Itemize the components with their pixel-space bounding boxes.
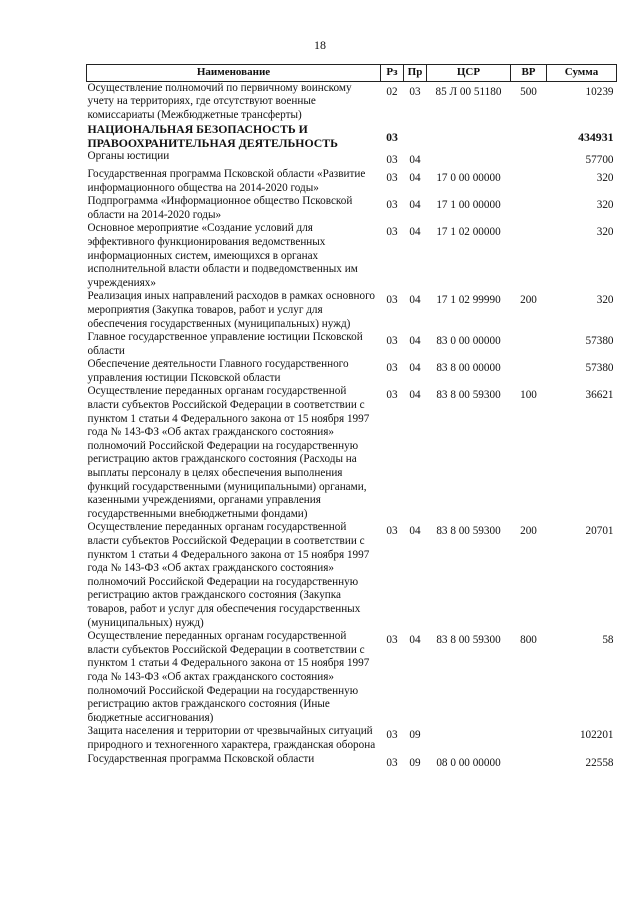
table-row bbox=[87, 290, 617, 331]
cell-name: Осуществление переданных органам государственной власти субъектов Российской Федерации в соответствии с пунктом 1 статьи 4 Федерального закона от 15 ноября 1997 года № 143-ФЗ «Об актах гражданского состояния» полномочий Российской Федерации на государственную регистрацию актов гражданского состояния (Закупка товаров, работ и услуг для обеспечения государственных (муниципальных) нужд) bbox=[87, 521, 370, 629]
cell-csr: 83 8 00 59300 bbox=[436, 634, 501, 647]
table-body bbox=[87, 81, 617, 770]
cell-pr: 04 bbox=[409, 525, 421, 538]
cell-csr: 83 8 00 59300 bbox=[436, 525, 501, 538]
cell-rz: 03 bbox=[386, 130, 398, 145]
cell-rz: 03 bbox=[386, 525, 398, 538]
cell-vr bbox=[511, 753, 547, 771]
cell-name: Государственная программа Псковской области «Развитие информационного общества на 2014-2020 годы» bbox=[87, 167, 366, 194]
cell-name: Государственная программа Псковской области bbox=[87, 752, 315, 765]
cell-vr bbox=[511, 168, 547, 195]
cell-vr: 100 bbox=[520, 389, 537, 402]
cell-vr bbox=[511, 725, 547, 752]
cell-pr: 04 bbox=[409, 335, 421, 348]
cell-name: Основное мероприятие «Создание условий для эффективного функционирования ведомственных информационных систем, имеющихся в органах исполнительной власти области и подведомственных им учреждениях» bbox=[87, 222, 358, 289]
cell-pr: 04 bbox=[409, 199, 421, 212]
cell-pr: 04 bbox=[409, 154, 421, 167]
cell-rz: 03 bbox=[386, 294, 398, 307]
cell-pr: 04 bbox=[409, 294, 421, 307]
cell-pr: 04 bbox=[409, 389, 421, 402]
cell-rz: 03 bbox=[386, 199, 398, 212]
cell-sum: 320 bbox=[596, 226, 614, 239]
table-row bbox=[87, 753, 617, 771]
cell-name: Главное государственное управление юстиции Псковской области bbox=[87, 331, 363, 357]
table-row bbox=[87, 122, 617, 150]
cell-pr: 03 bbox=[409, 85, 421, 98]
cell-vr bbox=[511, 195, 547, 222]
cell-rz: 03 bbox=[386, 729, 398, 742]
cell-csr bbox=[427, 122, 511, 150]
cell-pr: 04 bbox=[409, 226, 421, 239]
table-row bbox=[87, 725, 617, 752]
cell-pr: 04 bbox=[409, 171, 421, 184]
cell-csr bbox=[427, 725, 511, 752]
cell-rz: 03 bbox=[386, 226, 398, 239]
table-row bbox=[87, 385, 617, 521]
cell-name: Реализация иных направлений расходов в рамках основного мероприятия (Закупка товаров, работ и услуг для обеспечения государственных (муниципальных) нужд) bbox=[87, 290, 375, 330]
cell-vr bbox=[511, 358, 547, 385]
table-row bbox=[87, 150, 617, 168]
table-row bbox=[87, 222, 617, 290]
cell-vr: 500 bbox=[520, 85, 537, 98]
cell-csr: 08 0 00 00000 bbox=[436, 756, 501, 769]
cell-sum: 58 bbox=[602, 634, 614, 647]
header-vr: ВР bbox=[511, 65, 547, 82]
header-sum: Сумма bbox=[547, 65, 617, 82]
cell-sum: 320 bbox=[596, 294, 614, 307]
cell-vr bbox=[511, 122, 547, 150]
cell-csr: 17 1 02 99990 bbox=[436, 294, 501, 307]
cell-sum: 320 bbox=[596, 199, 614, 212]
table-row bbox=[87, 358, 617, 385]
cell-name: Осуществление переданных органам государственной власти субъектов Российской Федерации в соответствии с пунктом 1 статьи 4 Федерального закона от 15 ноября 1997 года № 143-ФЗ «Об актах гражданского состояния» полномочий Российской Федерации на государственную регистрацию актов гражданского состояния (Расходы на выплаты персоналу в целях обеспечения выполнения функций государственными (муниципальными) органами, казенными учреждениями, органами управления государственными внебюджетными фондами) bbox=[87, 385, 370, 520]
cell-vr: 200 bbox=[520, 294, 537, 307]
cell-pr: 09 bbox=[409, 729, 421, 742]
cell-name: Органы юстиции bbox=[87, 150, 170, 163]
cell-name: НАЦИОНАЛЬНАЯ БЕЗОПАСНОСТЬ И ПРАВООХРАНИТЕЛЬНАЯ ДЕЯТЕЛЬНОСТЬ bbox=[87, 122, 338, 151]
table-row bbox=[87, 331, 617, 358]
cell-csr: 83 8 00 59300 bbox=[436, 389, 501, 402]
table-row bbox=[87, 168, 617, 195]
cell-pr: 09 bbox=[409, 756, 421, 769]
cell-sum: 434931 bbox=[578, 130, 614, 145]
cell-sum: 320 bbox=[596, 171, 614, 184]
cell-rz: 03 bbox=[386, 362, 398, 375]
cell-csr: 85 Л 00 51180 bbox=[435, 85, 502, 98]
cell-rz: 03 bbox=[386, 634, 398, 647]
header-csr: ЦСР bbox=[427, 65, 511, 82]
cell-pr bbox=[404, 122, 427, 150]
cell-rz: 03 bbox=[386, 756, 398, 769]
cell-rz: 03 bbox=[386, 389, 398, 402]
cell-sum: 57700 bbox=[585, 154, 614, 167]
cell-name: Защита населения и территории от чрезвычайных ситуаций природного и техногенного характера, гражданская оборона bbox=[87, 725, 376, 751]
cell-csr bbox=[427, 150, 511, 168]
cell-vr: 200 bbox=[520, 525, 537, 538]
cell-pr: 04 bbox=[409, 362, 421, 375]
budget-table bbox=[86, 64, 617, 770]
table-header bbox=[87, 65, 617, 82]
cell-sum: 20701 bbox=[585, 525, 614, 538]
cell-sum: 57380 bbox=[585, 335, 614, 348]
cell-sum: 36621 bbox=[585, 389, 614, 402]
table-row bbox=[87, 195, 617, 222]
cell-rz: 03 bbox=[386, 335, 398, 348]
table-row bbox=[87, 521, 617, 630]
cell-csr: 17 1 00 00000 bbox=[436, 199, 501, 212]
table-row bbox=[87, 81, 617, 122]
header-pr: Пр bbox=[404, 65, 427, 82]
cell-pr: 04 bbox=[409, 634, 421, 647]
cell-vr bbox=[511, 150, 547, 168]
cell-name: Обеспечение деятельности Главного государственного управления юстиции Псковской области bbox=[87, 358, 349, 384]
table-row bbox=[87, 630, 617, 725]
cell-name: Подпрограмма «Информационное общество Псковской области на 2014-2020 годы» bbox=[87, 195, 353, 221]
cell-sum: 22558 bbox=[585, 756, 614, 769]
cell-csr: 17 1 02 00000 bbox=[436, 226, 501, 239]
cell-rz: 03 bbox=[386, 154, 398, 167]
cell-csr: 83 0 00 00000 bbox=[436, 335, 501, 348]
cell-rz: 03 bbox=[386, 171, 398, 184]
cell-csr: 17 0 00 00000 bbox=[436, 171, 501, 184]
cell-vr bbox=[511, 222, 547, 290]
page-number: 18 bbox=[314, 38, 326, 52]
cell-name: Осуществление полномочий по первичному воинскому учету на территориях, где отсутствуют военные комиссариаты (Межбюджетные трансферты) bbox=[87, 81, 352, 121]
header-rz: Рз bbox=[381, 65, 404, 82]
cell-vr bbox=[511, 331, 547, 358]
cell-sum: 102201 bbox=[579, 729, 614, 742]
cell-sum: 57380 bbox=[585, 362, 614, 375]
cell-rz: 02 bbox=[386, 85, 398, 98]
cell-vr: 800 bbox=[520, 634, 537, 647]
header-name: Наименование bbox=[87, 65, 381, 82]
cell-name: Осуществление переданных органам государственной власти субъектов Российской Федерации в соответствии с пунктом 1 статьи 4 Федерального закона от 15 ноября 1997 года № 143-ФЗ «Об актах гражданского состояния» полномочий Российской Федерации на государственную регистрацию актов гражданского состояния (Иные бюджетные ассигнования) bbox=[87, 630, 370, 724]
cell-sum: 10239 bbox=[585, 85, 614, 98]
cell-csr: 83 8 00 00000 bbox=[436, 362, 501, 375]
